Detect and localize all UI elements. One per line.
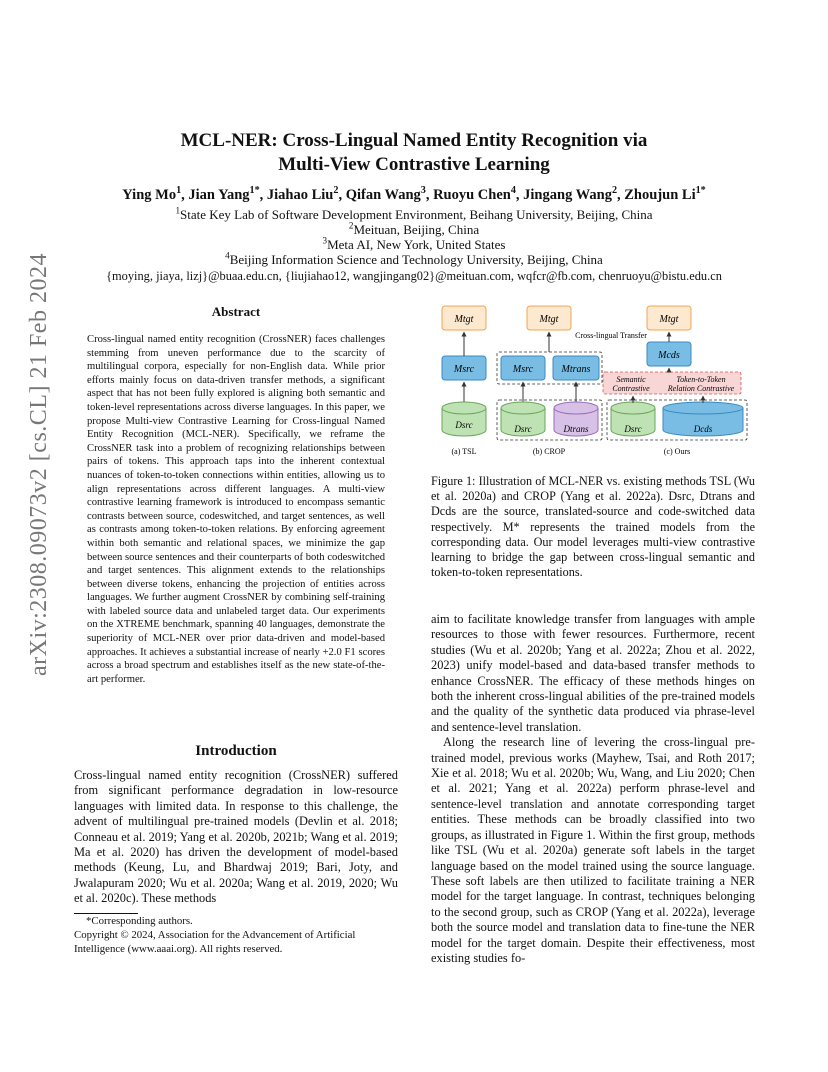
label: Dsrc [624, 424, 642, 434]
paragraph: aim to facilitate knowledge transfer from languages with ample resources to those with fewer resources. Furthermore, recent studies (Wu et al. 2020b; Yang et al. 2022a; Zhou et al. 2022, 2023) unify model-based and data-based transfer methods to enhance CrossNER. The efficacy of these methods hinges on both the inherent cross-lingual abilities of the pre-trained models and the quality of the synthetic data produced via phrase-level and sentence-level translation. [431, 612, 755, 734]
author: Jingang Wang$^2$, [523, 185, 625, 203]
paragraph: Cross-lingual named entity recognition (CrossNER) suffered from significant performance degradation in low-resource languages with limited data. In response to this challenge, the advent of multilingual pre-trained models (Devlin et al. 2018; Conneau et al. 2019; Yang et al. 2020b, 2021b; Wang et al. 2019; Ma et al. 2020) has driven the development of model-based methods (Keung, Lu, and Bhardwaj 2019; Bari, Joty, and Jwalapuram 2020; Wu et al. 2020a; Wang et al. 2019, 2020; Wu et al. 2020c). These methods [74, 768, 398, 906]
label: Mcds [658, 350, 680, 361]
introduction-body [74, 768, 398, 907]
label: Dtrans [563, 424, 589, 434]
copyright-note: Copyright © 2024, Association for the Advancement of Artificial Intelligence (www.aaai.org). All rights reserved. [74, 929, 356, 955]
label: Mtrans [561, 364, 591, 375]
label: Dsrc [514, 424, 532, 434]
footnotes [74, 914, 398, 956]
author: Ruoyu Chen$^4$, [433, 185, 524, 203]
label: Msrc [453, 364, 475, 375]
affiliation: $^2$Meituan, Beijing, China [348, 220, 480, 237]
subcaption: (a) TSL [451, 447, 477, 456]
label: Dcds [693, 424, 713, 434]
subcaption: (b) CROP [532, 447, 566, 456]
affiliation: $^1$State Key Lab of Software Development Environment, Beihang University, Beijing, China [175, 205, 653, 222]
relation-label: Token-to-Token [676, 375, 726, 384]
author: Jiahao Liu$^2$, [266, 185, 346, 203]
right-column-body [431, 612, 755, 966]
title-line-1: MCL-NER: Cross-Lingual Named Entity Recognition via [180, 130, 648, 151]
affiliation: $^4$Beijing Information Science and Technology University, Beijing, China [225, 250, 603, 267]
semantic-label: Semantic [616, 375, 646, 384]
label: Mtgt [454, 314, 474, 325]
subcaption: (c) Ours [663, 447, 691, 456]
figure-1-diagram [431, 300, 755, 460]
data-cylinder-src [442, 402, 486, 436]
author: Ying Mo$^1$, [122, 185, 189, 203]
corresponding-note: *Corresponding authors. [86, 915, 193, 927]
author-list [60, 185, 768, 205]
paragraph: Along the research line of levering the cross-lingual pre-trained model, previous works (Mayhew, Tsai, and Roth 2017; Xie et al. 2018; Wu et al. 2020b; Wu, Wang, and Liu 2020; Chen et al. 2021; Yang et al. 2022a) perform phrase-level and sentence-level translation and annotate corresponding target entities. These methods can be broadly classified into two groups, as illustrated in Figure 1. Within the first group, methods like TSL (Wu et al. 2020a) generate soft labels in the target language based on the model trained using the source language. These soft labels are then utilized to facilitate training a NER model for the target language. In contrast, techniques belonging to the second group, such as CROP (Yang et al. 2022a), leverage both the source model and translation data to fine-tune the NER model for the target domain. Despite their effectiveness, most existing studies fo- [431, 735, 755, 965]
arxiv-sidebar-stamp [20, 253, 60, 676]
author: Qifan Wang$^3$, [345, 185, 434, 203]
label: Mtgt [659, 314, 679, 325]
label: Msrc [512, 364, 534, 375]
arxiv-id: arXiv:2308.09073v2 [cs.CL] 21 Feb 2024 [26, 253, 52, 676]
author: Jian Yang$^{1*}$, [188, 185, 267, 203]
paper-title [120, 129, 708, 177]
introduction-heading: Introduction [195, 743, 277, 759]
transfer-label: Cross-lingual Transfer [575, 331, 647, 340]
label: Mtgt [539, 314, 559, 325]
abstract-heading: Abstract [211, 304, 261, 319]
semantic-label: Contrastive [612, 384, 650, 393]
title-line-2: Multi-View Contrastive Learning [278, 154, 550, 175]
author-emails: {moying, jiaya, lizj}@buaa.edu.cn, {liujiahao12, wangjingang02}@meituan.com, wqfcr@fb.com, chenruoyu@bistu.edu.cn [106, 269, 722, 283]
author: Zhoujun $Li^{1*}$ [624, 185, 706, 203]
label: Dsrc [455, 420, 473, 430]
abstract-text: Cross-lingual named entity recognition (CrossNER) faces challenges stemming from uneven performance due to the scarcity of multilingual corpora, especially for non-English data. While prior efforts mainly focus on data-driven transfer methods, a significant aspect that has not been fully explored is aligning both semantic and token-level representations across diverse languages. In this paper, we propose Multi-view Contrastive Learning for Cross-lingual Named Entity Recognition (MCL-NER). Specifically, we reframe the CrossNER task into a problem of recognizing relationships between pairs of tokens. This approach taps into the inherent contextual nuances of token-to-token connections within entities, allowing us to align representations across different languages. A multi-view contrastive learning framework is introduced to encompass semantic contrasts between source, codeswitched, and target sentences, as well as contrasts among token-to-token relations. By enforcing agreement within both semantic and relational spaces, we minimize the gap between source sentences and their counterparts of both codeswitched and target sentences. This alignment extends to the relationships between diverse tokens, enhancing the projection of entities across languages. We further augment CrossNER by combining self-training with labeled source data and unlabeled target data. Our experiments on the XTREME benchmark, spanning 40 languages, demonstrate the superiority of MCL-NER over prior data-driven and model-based approaches. It achieves a substantial increase of nearly +2.0 F1 scores across a broad spectrum and establishes itself as the new state-of-the-art performer. [87, 334, 385, 685]
figure-1-caption: Figure 1: Illustration of MCL-NER vs. existing methods TSL (Wu et al. 2020a) and CROP (Yang et al. 2022a). Dsrc, Dtrans and Dcds are the source, translated-source and code-switched data respectively. M* represents the trained models from the corresponding data. Our model leverages multi-view contrastive learning to bridge the gap between cross-lingual semantic and token-to-token representations. [431, 474, 755, 580]
affiliation: $^3$Meta AI, New York, United States [322, 235, 506, 252]
relation-label: Relation Contrastive [667, 384, 735, 393]
